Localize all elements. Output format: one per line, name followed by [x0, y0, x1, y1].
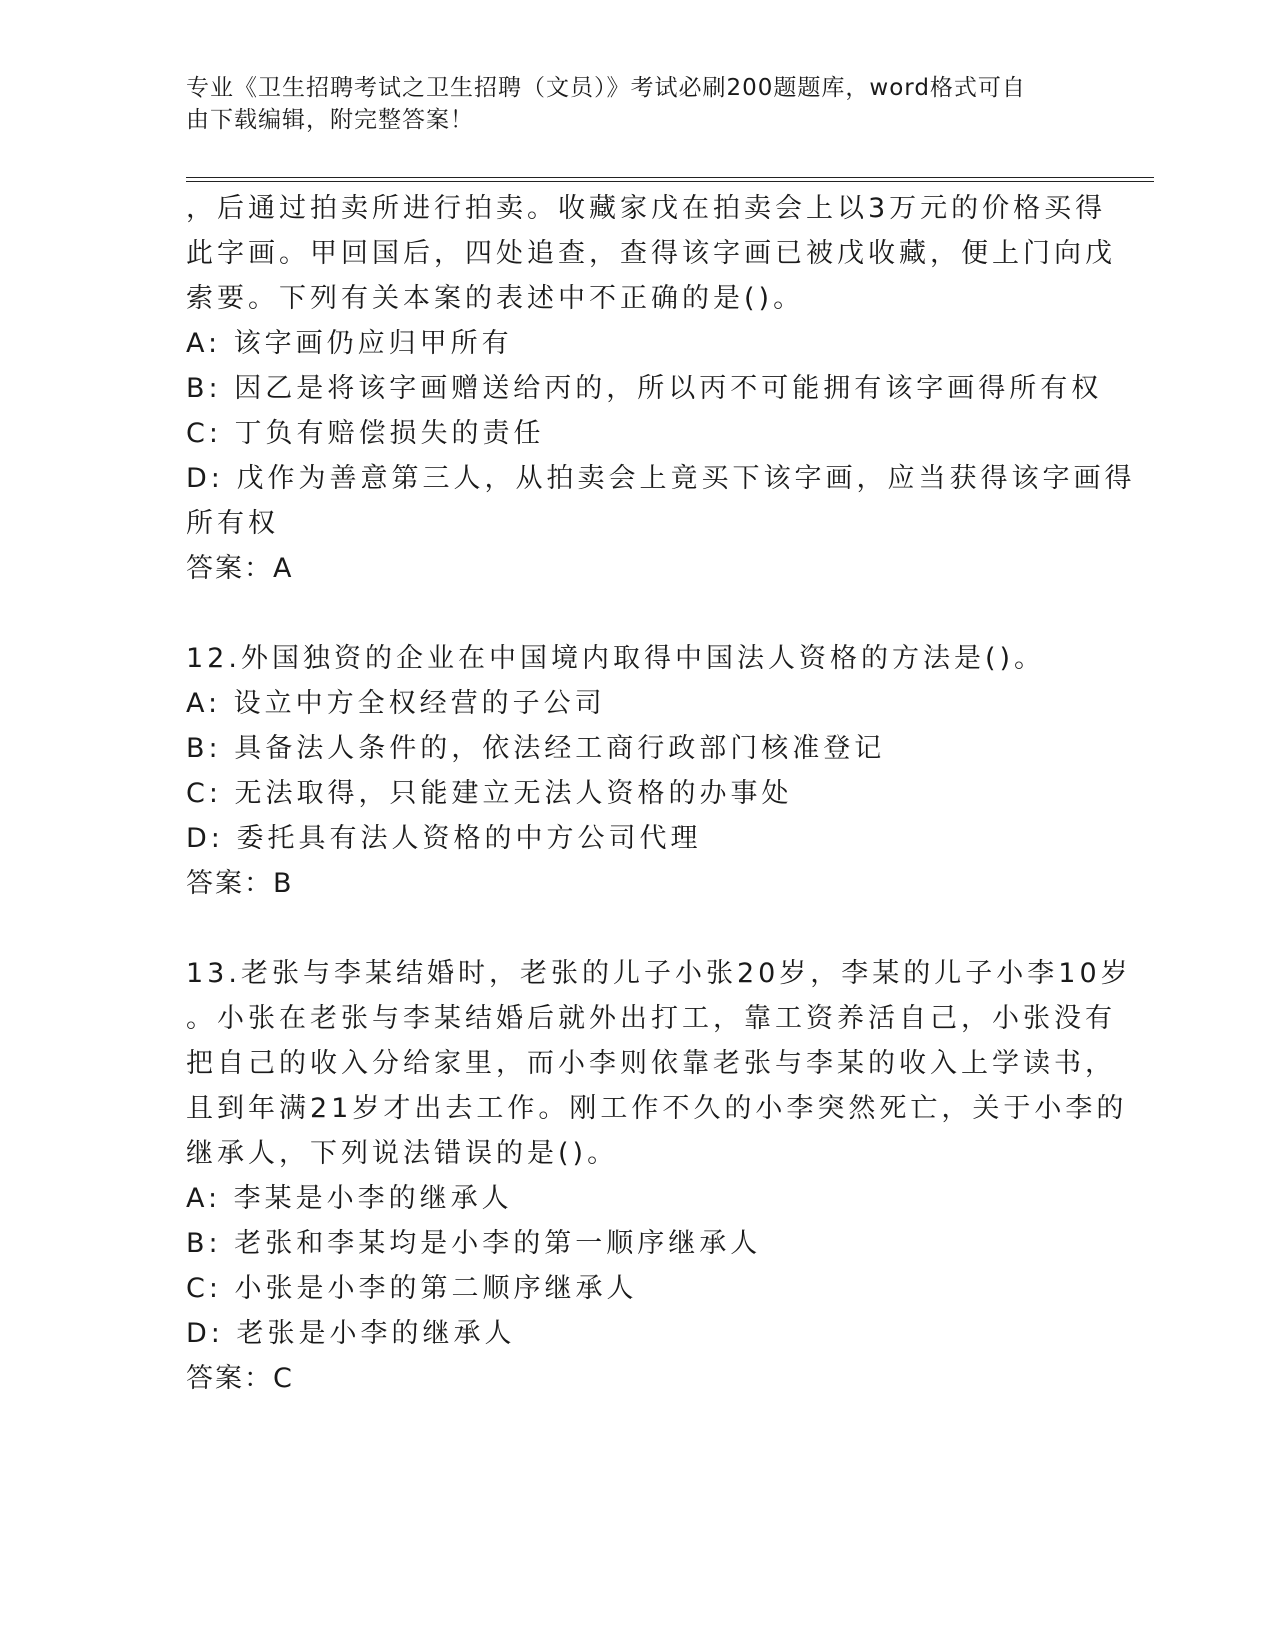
spacer: [186, 906, 1086, 951]
option-b: B: 老张和李某均是小李的第一顺序继承人: [186, 1228, 762, 1259]
question-stem-line: 。小张在老张与李某结婚后就外出打工，靠工资养活自己，小张没有: [186, 1003, 1116, 1034]
spacer: [186, 591, 1086, 636]
option-c: C: 丁负有赔偿损失的责任: [186, 418, 545, 449]
option-d: D: 戊作为善意第三人，从拍卖会上竟买下该字画，应当获得该字画得: [186, 463, 1136, 494]
question-stem-line: ，后通过拍卖所进行拍卖。收藏家戊在拍卖会上以3万元的价格买得: [186, 193, 1107, 224]
option-b: B: 具备法人条件的，依法经工商行政部门核准登记: [186, 733, 886, 764]
option-a: A: 该字画仍应归甲所有: [186, 328, 513, 359]
question-12: [186, 636, 1086, 906]
page-header: [186, 72, 1066, 136]
question-stem-line: 继承人，下列说法错误的是()。: [186, 1138, 619, 1169]
option-d-continued: 所有权: [186, 508, 279, 539]
option-b: B: 因乙是将该字画赠送给丙的，所以丙不可能拥有该字画得所有权: [186, 373, 1103, 404]
option-a: A: 设立中方全权经营的子公司: [186, 688, 606, 719]
answer-label: 答案：A: [186, 553, 294, 584]
option-c: C: 无法取得，只能建立无法人资格的办事处: [186, 778, 793, 809]
question-13: [186, 951, 1132, 1401]
option-a: A: 李某是小李的继承人: [186, 1183, 513, 1214]
question-stem-line: 索要。下列有关本案的表述中不正确的是()。: [186, 283, 805, 314]
option-d: D: 委托具有法人资格的中方公司代理: [186, 823, 702, 854]
option-c: C: 小张是小李的第二顺序继承人: [186, 1273, 638, 1304]
question-11: [186, 186, 1136, 591]
answer-label: 答案：C: [186, 1363, 294, 1394]
document-body: [186, 186, 1136, 1401]
question-stem-line: 把自己的收入分给家里，而小李则依靠老张与李某的收入上学读书，: [186, 1048, 1116, 1079]
header-title-line-1: 专业《卫生招聘考试之卫生招聘（文员）》考试必刷200题题库，word格式可自: [186, 75, 1026, 101]
question-stem-line: 且到年满21岁才出去工作。刚工作不久的小李突然死亡，关于小李的: [186, 1093, 1128, 1124]
answer-label: 答案：B: [186, 868, 294, 899]
option-d: D: 老张是小李的继承人: [186, 1318, 516, 1349]
header-divider: [186, 177, 1154, 182]
question-stem-line: 12.外国独资的企业在中国境内取得中国法人资格的方法是()。: [186, 643, 1046, 674]
header-title-line-2: 由下载编辑，附完整答案！: [186, 107, 474, 133]
question-stem-line: 13.老张与李某结婚时，老张的儿子小张20岁，李某的儿子小李10岁: [186, 958, 1132, 989]
question-stem-line: 此字画。甲回国后，四处追查，查得该字画已被戊收藏，便上门向戊: [186, 238, 1116, 269]
